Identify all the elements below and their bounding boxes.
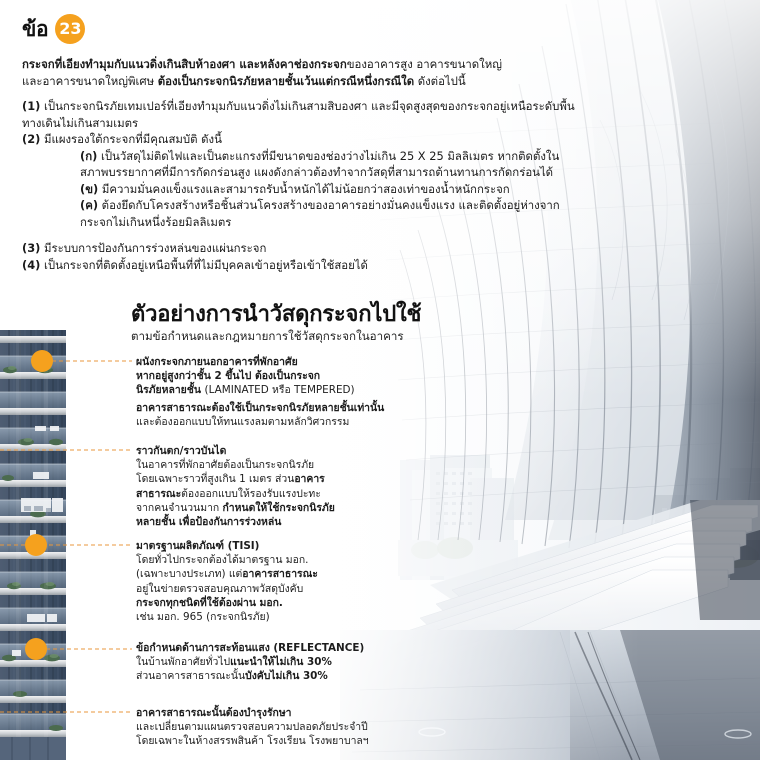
annotation-railing-line-3 [136,472,436,486]
clause-4-text: เป็นกระจกที่ติดตั้งอยู่เหนือพื้นที่ที่ไม่มีบุคคลเข้าอยู่หรือเข้าใช้สอยได้ [43,257,368,272]
annotation-railing-line-2: ในอาคารที่พักอาศัยต้องเป็นกระจกนิรภัย [136,459,315,472]
annotation-exterior-facade-line-3-normal: (LAMINATED หรือ TEMPERED) [204,384,355,397]
annotation-public-building-line-1: อาคารสาธารณะต้องใช้เป็นกระจกนิรภัยหลายชั้นเท่านั้น [136,402,385,414]
annotation-reflectance-line-3-bold: บังคับไม่เกิน 30% [245,670,328,683]
annotation-exterior-facade-line-1: ผนังกระจกภายนอกอาคารที่พักอาศัย [136,356,298,368]
annotation-tisi-line-6: เช่น มอก. 965 (กระจกนิรภัย) [136,611,270,624]
annotation-railing-line-1: ราวกันตก/ราวบันได [136,445,227,457]
clause-2-sub-ka-number: (ก) [80,148,98,163]
clause-2-sub-ka-text: เป็นวัสดุไม่ติดไฟและเป็นตะแกรงที่มีขนาดของช่องว่างไม่เกิน 25 X 25 มิลลิเมตร หากติดตั้งในสภาพบรรยากาศที่มีการกัดกร่อนสูง แผงดังกล่าวต้องทำจากวัสดุที่สามารถต้านทานการกัดกร่อนได้ [80,148,560,179]
intro-line-1 [22,56,582,73]
annotation-tisi-line-3 [136,567,436,581]
annotation-railing-line-3-normal: โดยเฉพาะราวที่สูงเกิน 1 เมตร ส่วน [136,473,295,486]
intro-paragraph [22,56,582,90]
annotation-railing-line-4-bold: สาธารณะ [136,487,182,500]
clause-1-text: เป็นกระจกนิรภัยเทมเปอร์ที่เอียงทำมุมกับแนวดิ่งไม่เกินสามสิบองศา และมีจุดสูงสุดของกระจกอยู่เหนือระดับพื้นทางเดินไม่เกินสามเมตร [22,99,575,130]
annotation-reflectance-line-2-normal: ในบ้านพักอาศัยทั่วไป [136,656,231,669]
clause-3-text: มีระบบการป้องกันการร่วงหล่นของแผ่นกระจก [43,241,267,255]
clause-4-number: (4) [22,257,41,272]
clause-header [22,14,85,44]
annotation-maintenance-line-1: อาคารสาธารณะนั้นต้องบำรุงรักษา [136,707,292,719]
examples-section-header [131,303,421,344]
annotation-exterior-facade [136,355,436,398]
intro-line-2 [22,73,582,90]
clause-2-number: (2) [22,132,41,146]
clause-2-sub-kho-text: มีความมั่นคงแข็งแรงและสามารถรับน้ำหนักได้ไม่น้อยกว่าสองเท่าของน้ำหนักกระจก [101,181,510,196]
clause-2-sub-kho [80,181,582,198]
clause-2-sub-kho2-number: (ค) [80,198,99,212]
annotation-tisi-line-5: กระจกทุกชนิดที่ใช้ต้องผ่าน มอก. [136,596,283,609]
clause-3-number: (3) [22,241,41,255]
annotation-maintenance-line-3: โดยเฉพาะในห้างสรรพสินค้า โรงเรียน โรงพยาบาลฯ [136,735,369,748]
intro-line-1-normal: ของอาคารสูง อาคารขนาดใหญ่ [346,57,502,71]
annotation-railing-line-3-bold: อาคาร [294,473,325,486]
annotation-railing [136,444,436,529]
clause-list [22,98,582,273]
intro-line-2-tail: ดังต่อไปนี้ [414,74,466,88]
clause-2-sub-kho2 [80,197,582,230]
clause-2-sub-ka [80,148,582,181]
intro-line-2-lead: และอาคารขนาดใหญ่พิเศษ [22,74,158,88]
clause-2-text: มีแผงรองใต้กระจกที่มีคุณสมบัติ ดังนี้ [43,132,222,146]
annotation-maintenance-line-2: และเปลี่ยนตามแผนตรวจสอบความปลอดภัยประจำปี [136,721,368,734]
annotation-public-building-line-2: และต้องออกแบบให้ทนแรงลมตามหลักวิศวกรรม [136,416,350,429]
annotation-railing-line-5-normal: จากคนจำนวนมาก [136,501,223,514]
annotation-reflectance-line-3-normal: ส่วนอาคารสาธารณะนั้น [136,670,246,683]
annotation-railing-line-5-bold: กำหนดให้ใช้กระจกนิรภัย [222,501,335,514]
annotation-railing-line-5 [136,501,436,515]
annotation-railing-line-4-normal: ต้องออกแบบให้รองรับแรงปะทะ [181,487,321,500]
clause-item-4 [22,257,582,274]
annotation-maintenance [136,706,436,749]
clause-spacer [22,230,582,240]
annotation-tisi-line-2: โดยทั่วไปกระจกต้องได้มาตรฐาน มอก. [136,554,309,567]
annotation-railing-line-4 [136,487,436,501]
annotation-reflectance-line-2-bold: แนะนำให้ไม่เกิน 30% [230,656,332,669]
intro-line-1-bold: กระจกที่เอียงทำมุมกับแนวดิ่งเกินสิบห้าองศา และหลังคาช่องกระจก [22,57,347,71]
clause-item-2 [22,131,582,148]
clause-1-number: (1) [22,99,41,113]
clause-label: ข้อ [22,16,49,41]
clause-item-1 [22,98,582,131]
annotation-railing-line-6: หลายชั้น เพื่อป้องกันการร่วงหล่น [136,516,282,529]
annotation-reflectance-line-2 [136,655,436,669]
annotation-exterior-facade-line-2: หากอยู่สูงกว่าชั้น 2 ขึ้นไป ต้องเป็นกระจก [136,370,321,383]
annotation-exterior-facade-line-3-bold: นิรภัยหลายชั้น [136,384,205,397]
annotation-tisi-standard [136,539,436,624]
annotation-reflectance-line-3 [136,669,436,683]
annotation-tisi-line-3-normal: (เฉพาะบางประเภท) แต่ [136,568,243,581]
examples-title: ตัวอย่างการนำวัสดุกระจกไปใช้ [131,302,422,327]
intro-line-2-bold: ต้องเป็นกระจกนิรภัยหลายชั้นเว้นแต่กรณีหนึ่งกรณีใด [157,74,415,88]
clause-item-3 [22,240,582,257]
clause-number-badge: 23 [55,14,85,44]
clause-2-sub-kho2-text: ต้องยึดกับโครงสร้างหรือชิ้นส่วนโครงสร้างของอาคารอย่างมั่นคงแข็งแรง และติดตั้งอยู่ห่างจากกระจกไม่เกินหนึ่งร้อยมิลลิเมตร [80,198,560,229]
annotation-reflectance [136,641,436,684]
annotation-tisi-line-3-bold: อาคารสาธารณะ [242,568,318,581]
annotation-tisi-line-1: มาตรฐานผลิตภัณฑ์ (TISI) [136,540,260,552]
clause-2-sub-kho-number: (ข) [80,181,99,196]
annotation-reflectance-line-1: ข้อกำหนดด้านการสะท้อนแสง (REFLECTANCE) [136,642,365,654]
annotation-tisi-line-4: อยู่ในข่ายตรวจสอบคุณภาพวัสดุบังคับ [136,582,304,595]
examples-subtitle: ตามข้อกำหนดและกฎหมายการใช้วัสดุกระจกในอาคาร [131,328,404,343]
annotation-exterior-facade-line-3 [136,383,436,397]
annotation-public-building [136,401,436,429]
